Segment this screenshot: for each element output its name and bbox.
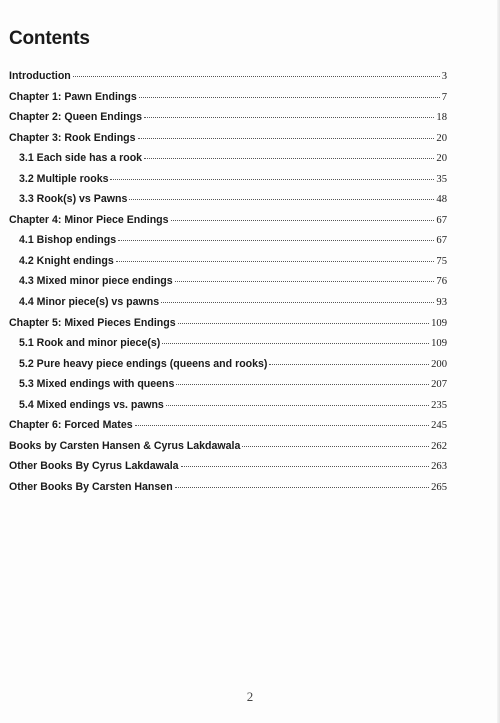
toc-entry[interactable]	[9, 87, 447, 108]
toc-entry-label: 4.1 Bishop endings	[19, 234, 117, 247]
toc-entry-page: 265	[431, 481, 447, 493]
dot-leader	[175, 281, 435, 282]
dot-leader	[161, 302, 434, 303]
toc-entry-label: Chapter 5: Mixed Pieces Endings	[9, 316, 176, 329]
toc-entry-label: 4.3 Mixed minor piece endings	[19, 275, 173, 288]
toc-entry-label: 5.2 Pure heavy piece endings (queens and rooks)	[19, 357, 268, 370]
toc-entry-page: 93	[436, 297, 447, 309]
toc-entry-label: Chapter 6: Forced Mates	[9, 419, 133, 432]
dot-leader	[138, 138, 435, 139]
toc-entry[interactable]	[9, 333, 447, 354]
table-of-contents	[9, 66, 447, 497]
toc-entry-page: 109	[431, 317, 447, 329]
dot-leader	[139, 97, 440, 98]
toc-entry-page: 109	[431, 338, 447, 350]
toc-entry-page: 67	[436, 214, 447, 226]
dot-leader	[242, 446, 429, 447]
dot-leader	[144, 117, 434, 118]
toc-entry[interactable]	[9, 477, 447, 498]
toc-entry-page: 3	[441, 71, 447, 82]
toc-entry-page: 20	[436, 153, 447, 165]
toc-entry-label: Chapter 2: Queen Endings	[9, 111, 143, 124]
dot-leader	[135, 425, 429, 426]
toc-entry[interactable]	[9, 313, 447, 334]
toc-entry-label: 5.4 Mixed endings vs. pawns	[19, 398, 164, 411]
toc-entry[interactable]	[9, 456, 447, 477]
toc-entry-label: 5.3 Mixed endings with queens	[19, 378, 175, 391]
toc-entry[interactable]	[9, 436, 447, 457]
dot-leader	[175, 487, 429, 488]
toc-entry-page: 235	[431, 399, 447, 411]
toc-entry-page: 76	[436, 276, 447, 288]
page-title: Contents	[9, 28, 90, 49]
toc-entry[interactable]	[9, 169, 447, 190]
toc-entry-page: 20	[436, 132, 447, 144]
toc-entry-label: 3.3 Rook(s) vs Pawns	[19, 193, 128, 206]
toc-entry-label: Chapter 4: Minor Piece Endings	[9, 213, 169, 226]
toc-entry-label: Introduction	[9, 70, 71, 82]
dot-leader	[178, 323, 430, 324]
toc-entry-page: 7	[441, 91, 447, 103]
toc-entry-label: Other Books By Carsten Hansen	[9, 480, 173, 493]
toc-entry-page: 207	[431, 379, 447, 391]
toc-entry[interactable]	[9, 230, 447, 251]
toc-entry[interactable]	[9, 292, 447, 313]
toc-entry[interactable]	[9, 354, 447, 375]
toc-entry[interactable]	[9, 148, 447, 169]
toc-entry-label: Books by Carsten Hansen & Cyrus Lakdawala	[9, 439, 241, 452]
toc-entry[interactable]	[9, 107, 447, 128]
toc-entry-label: Other Books By Cyrus Lakdawala	[9, 460, 179, 473]
toc-entry-label: Chapter 3: Rook Endings	[9, 131, 136, 144]
toc-entry-label: Chapter 1: Pawn Endings	[9, 90, 137, 103]
toc-entry-page: 262	[431, 440, 447, 452]
dot-leader	[118, 240, 434, 241]
toc-entry[interactable]	[9, 189, 447, 210]
toc-entry-label: 4.4 Minor piece(s) vs pawns	[19, 296, 160, 309]
toc-entry-page: 48	[436, 194, 447, 206]
dot-leader	[269, 364, 429, 365]
dot-leader	[171, 220, 435, 221]
dot-leader	[166, 405, 429, 406]
toc-entry[interactable]	[9, 128, 447, 149]
toc-entry-label: 3.2 Multiple rooks	[19, 172, 109, 185]
page-number: 2	[246, 689, 254, 704]
dot-leader	[162, 343, 429, 344]
toc-entry[interactable]	[9, 210, 447, 231]
toc-entry[interactable]	[9, 374, 447, 395]
toc-entry-label: 5.1 Rook and minor piece(s)	[19, 337, 161, 350]
toc-entry[interactable]	[9, 415, 447, 436]
toc-entry-page: 35	[436, 173, 447, 185]
dot-leader	[110, 179, 434, 180]
toc-entry[interactable]	[9, 395, 447, 416]
toc-entry-page: 263	[431, 461, 447, 473]
toc-entry-page: 200	[431, 358, 447, 370]
toc-entry-label: 4.2 Knight endings	[19, 254, 114, 267]
toc-entry[interactable]	[9, 66, 447, 87]
toc-entry[interactable]	[9, 271, 447, 292]
toc-entry-page: 245	[431, 420, 447, 432]
dot-leader	[144, 158, 434, 159]
dot-leader	[176, 384, 429, 385]
toc-entry[interactable]	[9, 251, 447, 272]
dot-leader	[181, 466, 430, 467]
toc-entry-label: 3.1 Each side has a rook	[19, 152, 143, 165]
toc-entry-page: 18	[436, 112, 447, 124]
toc-entry-page: 75	[436, 255, 447, 267]
dot-leader	[73, 76, 440, 77]
toc-entry-page: 67	[436, 235, 447, 247]
dot-leader	[129, 199, 434, 200]
dot-leader	[116, 261, 435, 262]
